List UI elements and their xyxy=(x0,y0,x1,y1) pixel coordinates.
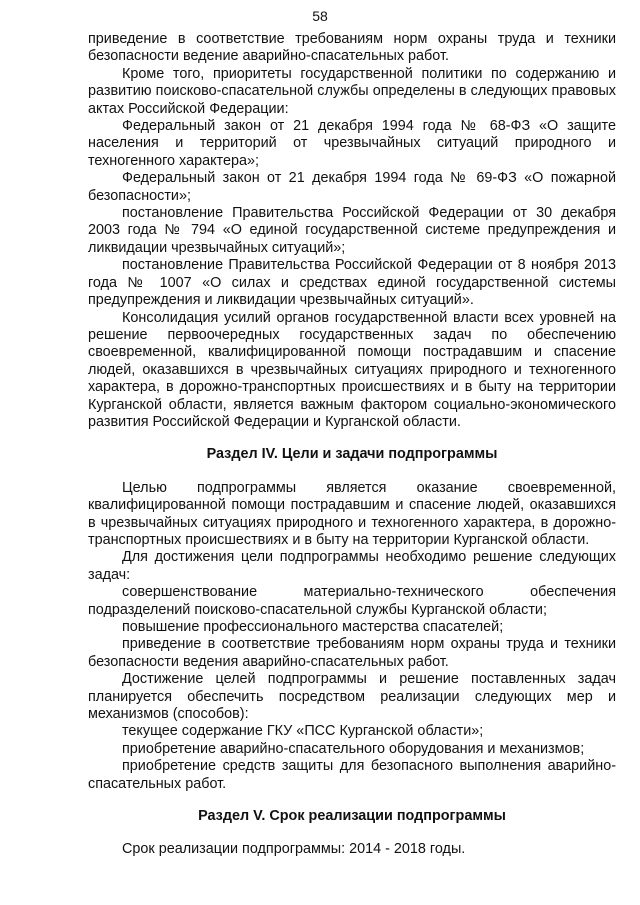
paragraph: Для достижения цели подпрограммы необходимо решение следующих задач: xyxy=(88,549,616,583)
paragraph: приобретение средств защиты для безопасного выполнения аварийно-спасательных работ. xyxy=(88,758,616,792)
paragraph: Консолидация усилий органов государственной власти всех уровней на решение первоочередных государственных задач по обеспечению своевременной, квалифицированной помощи пострадавшим и спасение людей, оказавшихся в чрезвычайных ситуациях природного и техногенного характера, в дорожно-транспортных происшествиях и в быту на территории Курганской области, является важным фактором социально-экономического развития Российской Федерации и Курганской области. xyxy=(88,309,616,430)
paragraph: приведение в соответствие требованиям норм охраны труда и техники безопасности ведение аварийно-спасательных работ. xyxy=(88,31,616,65)
section-heading-5: Раздел V. Срок реализации подпрограммы xyxy=(198,808,506,825)
paragraph: Целью подпрограммы является оказание своевременной, квалифицированной помощи пострадавшим и спасение людей, оказавшихся в чрезвычайных ситуациях природного и техногенного характера, в дорожно-транспортных происшествиях и в быту на территории Курганской области. xyxy=(88,479,616,548)
paragraph: постановление Правительства Российской Федерации от 30 декабря 2003 года № 794 «О единой государственной системе предупреждения и ликвидации чрезвычайных ситуаций»; xyxy=(88,205,616,256)
paragraph: приведение в соответствие требованиям норм охраны труда и техники безопасности ведения аварийно-спасательных работ. xyxy=(88,636,616,670)
paragraph: приобретение аварийно-спасательного оборудования и механизмов; xyxy=(122,740,585,757)
paragraph: Федеральный закон от 21 декабря 1994 года № 68-ФЗ «О защите населения и территорий от чрезвычайных ситуаций природного и техногенного характера»; xyxy=(88,118,616,169)
paragraph: постановление Правительства Российской Федерации от 8 ноября 2013 года № 1007 «О силах и средствах единой государственной системы предупреждения и ликвидации чрезвычайных ситуаций». xyxy=(88,257,616,309)
paragraph: повышение профессионального мастерства спасателей; xyxy=(122,619,504,635)
paragraph: текущее содержание ГКУ «ПСС Курганской области»; xyxy=(122,723,484,740)
page-number: 58 xyxy=(312,8,328,24)
paragraph: Достижение целей подпрограммы и решение поставленных задач планируется обеспечить посредством реализации следующих мер и механизмов (способов): xyxy=(88,671,616,723)
paragraph: совершенствование материально-технического обеспечения подразделений поисково-спасательной службы Курганской области; xyxy=(88,584,616,618)
section-heading-4: Раздел IV. Цели и задачи подпрограммы xyxy=(206,446,498,463)
document-body xyxy=(88,31,616,859)
paragraph: Кроме того, приоритеты государственной политики по содержанию и развитию поисково-спасательной службы определены в следующих правовых актах Российской Федерации: xyxy=(88,65,616,117)
paragraph: Срок реализации подпрограммы: 2014 - 2018 годы. xyxy=(122,841,466,858)
paragraph: Федеральный закон от 21 декабря 1994 года № 69-ФЗ «О пожарной безопасности»; xyxy=(88,170,616,204)
